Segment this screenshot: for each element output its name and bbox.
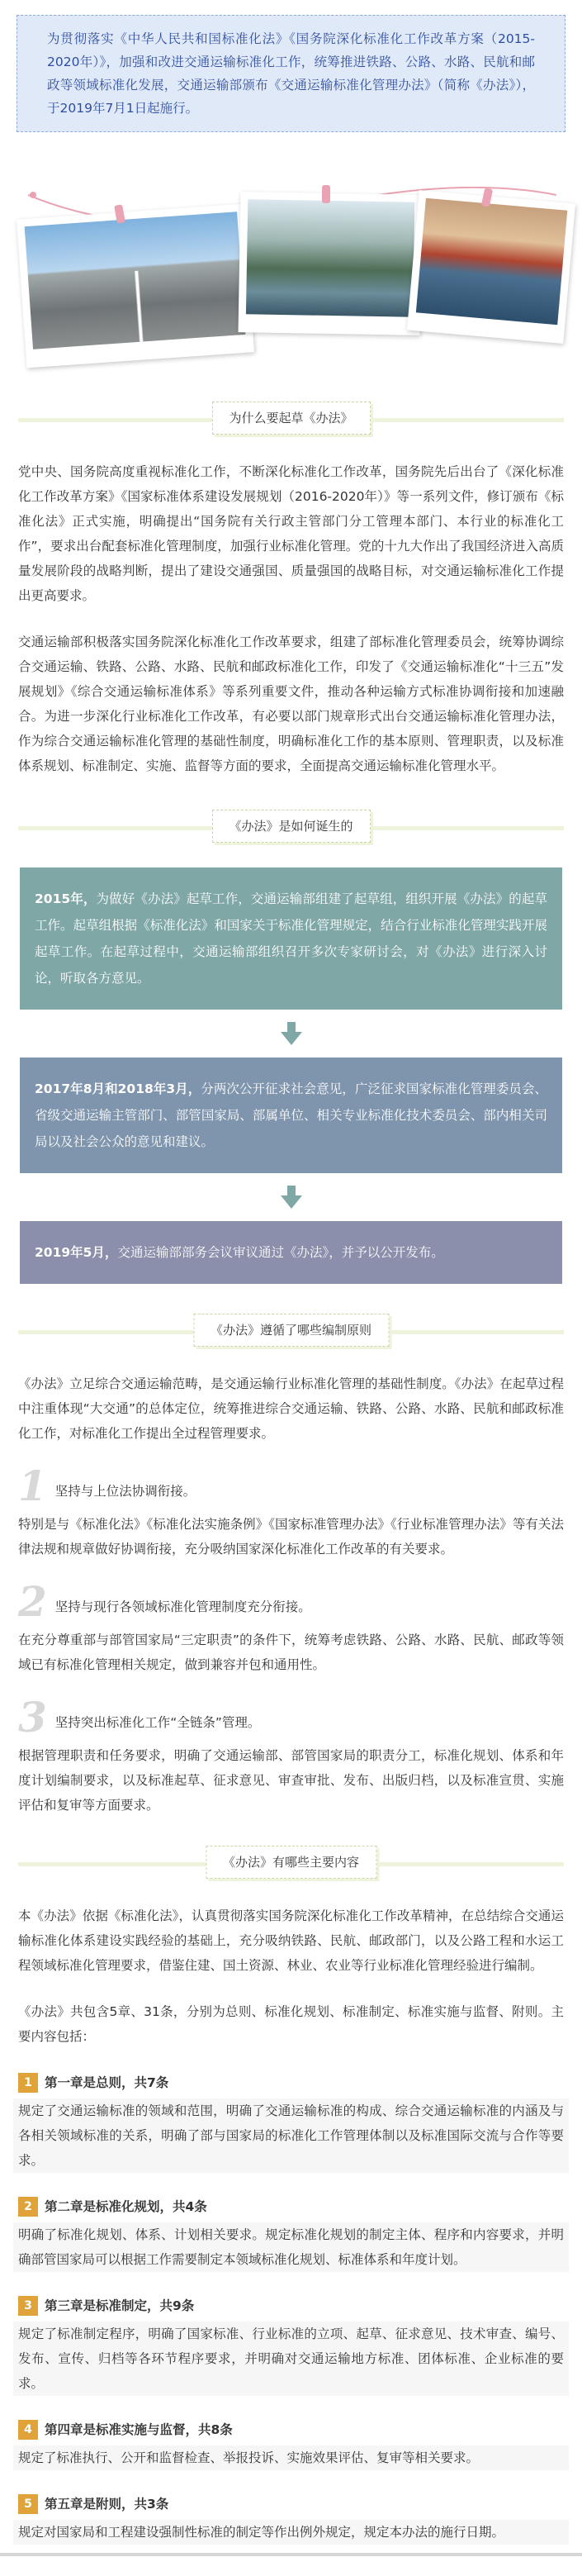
timeline-block-2019: [20, 1221, 562, 1284]
timeline-text: 分两次公开征求社会意见，广泛征求国家标准化管理委员会、省级交通运输主管部门、部管国家局、部属单位、相关专业标准化技术委员会、部内相关司局以及社会公众的意见和建议。: [35, 1081, 547, 1149]
principle-number: 2: [18, 1577, 47, 1626]
chapter-badge: 5: [18, 2494, 38, 2514]
principle-title: 坚持突出标准化工作“全链条”管理。: [54, 1715, 261, 1730]
timeline-date: 2015年，: [35, 891, 97, 906]
chapter-body: 规定了标准执行、公开和监督检查、举报投诉、实施效果评估、复审等相关要求。: [13, 2445, 569, 2470]
highway-image: [25, 211, 246, 349]
section-title: 《办法》是如何诞生的: [211, 810, 370, 843]
arrow-down-icon: [281, 1186, 302, 1209]
chapter-title: 第五章是附则，共3条: [45, 2497, 169, 2512]
chapter-heading-3: [0, 2293, 582, 2318]
principle-heading-1: [0, 1461, 582, 1510]
chapter-badge: 1: [18, 2073, 38, 2093]
timeline-arrow: [0, 1173, 582, 1221]
paragraph: 在充分尊重部与部管国家局“三定职责”的条件下，统筹考虑铁路、公路、水路、民航、邮政等领域已有标准化管理相关规定，做到兼容并包和通用性。: [18, 1633, 564, 1672]
chapter-badge: 2: [18, 2197, 38, 2217]
principle-heading-3: [0, 1693, 582, 1742]
paragraph: 《办法》共包含5章、31条，分别为总则、标准化规划、标准制定、标准实施与监督、附则。主要内容包括：: [18, 2004, 564, 2044]
section-heading-principles: [0, 1307, 582, 1357]
paragraph: 根据管理职责和任务要求，明确了交通运输部、部管国家局的职责分工，标准化规划、体系和年度计划编制要求，以及标准起草、征求意见、审查审批、发布、出版归档，以及标准宣贯、实施评估和复审等方面要求。: [18, 1748, 564, 1813]
principle-title: 坚持与现行各领域标准化管理制度充分衔接。: [54, 1599, 311, 1614]
timeline-date: 2017年8月和2018年3月，: [35, 1081, 201, 1096]
chapter-body: 规定对国家局和工程建设强制性标准的制定等作出例外规定，规定本办法的施行日期。: [13, 2520, 569, 2545]
section-title: 《办法》有哪些主要内容: [206, 1846, 376, 1879]
paragraph: 《办法》立足综合交通运输范畴，是交通运输行业标准化管理的基础性制度。《办法》在起草过程中注重体现“大交通”的总体定位，统筹推进综合交通运输、铁路、公路、水路、民航和邮政标准化工作，对标准化工作提出全过程管理要求。: [18, 1376, 564, 1441]
chapter-body: 规定了交通运输标准的领域和范围，明确了交通运输标准的构成、综合交通运输标准的内涵及与各相关领域标准的关系，明确了部与国家局的标准化工作管理体制以及标准国际交流与合作等要求。: [13, 2098, 569, 2173]
principle-number: 1: [18, 1461, 47, 1510]
paragraph: 特别是与《标准化法》《标准化法实施条例》《国家标准管理办法》《行业标准管理办法》等有关法律法规和规章做好协调衔接，充分吸纳国家深化标准化工作改革的有关要求。: [18, 1517, 564, 1557]
chapter-badge: 4: [18, 2420, 38, 2440]
section-title: 《办法》遵循了哪些编制原则: [193, 1314, 389, 1347]
intro-box: 为贯彻落实《中华人民共和国标准化法》《国务院深化标准化工作改革方案（2015-2020年）》，加强和改进交通运输标准化工作，统筹推进铁路、公路、水路、民航和邮政等领域标准化发展，交通运输部颁布《交通运输标准化管理办法》（简称《办法》），于2019年7月1日起施行。: [17, 15, 565, 132]
timeline-text: 为做好《办法》起草工作，交通运输部组建了起草组，组织开展《办法》的起草工作。起草组根据《标准化法》和国家关于标准化管理规定，结合行业标准化管理实践开展起草工作。在起草过程中，交通运输部组织召开多次专家研讨会，对《办法》进行深入讨论，听取各方意见。: [35, 891, 547, 986]
photo-highway-train: [17, 204, 254, 368]
timeline-text: 交通运输部部务会议审议通过《办法》，并予以公开发布。: [117, 1245, 444, 1260]
chapter-heading-5: [0, 2492, 582, 2517]
intro-section: [0, 0, 582, 132]
paragraph: 交通运输部积极落实国务院深化标准化工作改革要求，组建了部标准化管理委员会，统筹协调综合交通运输、铁路、公路、水路、民航和邮政标准化工作，印发了《交通运输标准化“十三五”发展规划》《综合交通运输标准体系》等系列重要文件，推动各种运输方式标准协调衔接和加速融合。为进一步深化行业标准化工作改革，有必要以部门规章形式出台交通运输标准化管理办法，作为综合交通运输标准化管理的基础性制度，明确标准化工作的基本原则、管理职责，以及标准体系规划、标准制定、实施、监督等方面的要求，全面提高交通运输标准化管理水平。: [18, 634, 564, 773]
paragraph: 党中央、国务院高度重视标准化工作，不断深化标准化工作改革，国务院先后出台了《深化标准化工作改革方案》《国家标准体系建设发展规划（2016-2020年）》等一系列文件，修订颁布《标准化法》正式实施，明确提出“国务院有关行政主管部门分工管理本部门、本行业的标准化工作”，要求出台配套标准化管理制度，加强行业标准化管理。党的十九大作出了我国经济进入高质量发展阶段的战略判断，提出了建设交通强国、质量强国的战略目标，对交通运输标准化工作提出更高要求。: [18, 464, 564, 603]
section-heading-born: [0, 803, 582, 853]
chapter-heading-1: [0, 2070, 582, 2095]
chapter-heading-2: [0, 2194, 582, 2219]
arrow-down-icon: [281, 1022, 302, 1045]
paper-clip-icon: [322, 185, 330, 203]
chapter-body: 规定了标准制定程序，明确了国家标准、行业标准的立项、起草、征求意见、技术审查、编号、发布、宣传、归档等各环节程序要求，并明确对交通运输地方标准、团体标准、企业标准的要求。: [13, 2322, 569, 2396]
timeline-block-2017: [20, 1057, 562, 1173]
photo-lake-bridge: [239, 192, 423, 335]
paragraph: 本《办法》依据《标准化法》，认真贯彻落实国务院深化标准化工作改革精神，在总结综合交通运输标准化体系建设实践经验的基础上，充分吸纳铁路、民航、邮政部门，以及公路工程和水运工程领域标准化管理要求，借鉴住建、国土资源、林业、农业等行业标准化管理经验进行编制。: [18, 1908, 564, 1973]
photo-port-ship: [407, 190, 575, 344]
principle-heading-2: [0, 1577, 582, 1626]
chapter-title: 第一章是总则，共7条: [45, 2075, 169, 2090]
bottom-divider: [0, 2553, 582, 2556]
section-heading-content: [0, 1839, 582, 1889]
timeline-block-2015: [20, 867, 562, 1010]
principle-number: 3: [18, 1693, 47, 1742]
section-heading-why: [0, 395, 582, 444]
chapter-title: 第二章是标准化规划，共4条: [45, 2199, 207, 2214]
chapter-title: 第四章是标准实施与监督，共8条: [45, 2422, 233, 2437]
lake-image: [246, 199, 414, 317]
chapter-badge: 3: [18, 2296, 38, 2316]
chapter-title: 第三章是标准制定，共9条: [45, 2298, 195, 2313]
chapter-body: 明确了标准化规划、体系、计划相关要求。规定标准化规划的制定主体、程序和内容要求，并明确部管国家局可以根据工作需要制定本领域标准化规划、标准体系和年度计划。: [13, 2222, 569, 2272]
section-title: 为什么要起草《办法》: [211, 402, 370, 435]
port-image: [416, 198, 567, 325]
chapter-heading-4: [0, 2417, 582, 2442]
timeline-date: 2019年5月，: [35, 1245, 118, 1260]
photo-banner: [0, 139, 582, 362]
timeline-arrow: [0, 1010, 582, 1057]
principle-title: 坚持与上位法协调衔接。: [54, 1484, 196, 1499]
